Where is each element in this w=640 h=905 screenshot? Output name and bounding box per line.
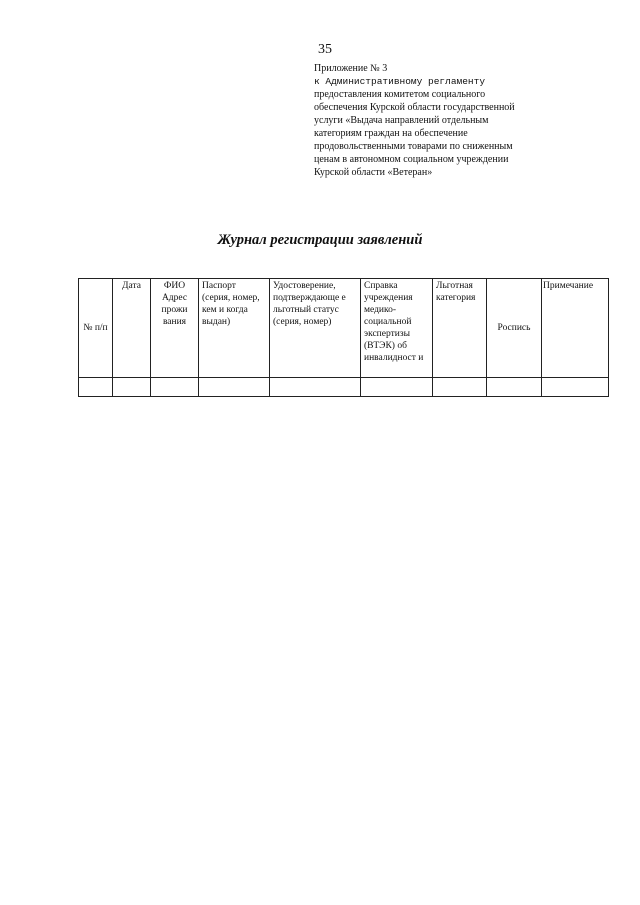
header-cell-certificate: Удостоверение, подтверждающе е льготный статус (серия, номер) <box>270 279 361 378</box>
table-cell <box>113 378 151 397</box>
header-cell-name-address: ФИО Адрес прожи вания <box>151 279 199 378</box>
table-row <box>79 378 609 397</box>
appendix-line: ценам в автономном социальном учреждении <box>314 154 509 165</box>
header-cell-note: Примечание <box>542 279 609 378</box>
table-cell <box>361 378 433 397</box>
appendix-line: Приложение № 3 <box>314 63 388 74</box>
appendix-line: продовольственными товарами по сниженным <box>314 141 513 152</box>
table-cell <box>542 378 609 397</box>
header-cell-medical-certificate: Справка учреждения медико-социальной экспертизы (ВТЭК) об инвалидност и <box>361 279 433 378</box>
appendix-line: Курской области «Ветеран» <box>314 167 433 178</box>
page-number: 35 <box>318 42 332 57</box>
table-header-row <box>79 279 609 378</box>
appendix-line: категориям граждан на обеспечение <box>314 128 468 139</box>
table-cell <box>199 378 270 397</box>
header-cell-signature: Роспись <box>487 279 542 378</box>
header-cell-number: № п/п <box>79 279 113 378</box>
appendix-block <box>314 62 604 179</box>
appendix-line: к Административному регламенту <box>314 76 486 87</box>
registration-journal-table <box>78 278 609 397</box>
appendix-line: обеспечения Курской области государственной <box>314 102 515 113</box>
appendix-line: услуги «Выдача направлений отдельным <box>314 115 489 126</box>
appendix-line: предоставления комитетом социального <box>314 89 486 100</box>
table-cell <box>270 378 361 397</box>
table-cell <box>79 378 113 397</box>
table-cell <box>151 378 199 397</box>
header-cell-benefit-category: Льготная категория <box>433 279 487 378</box>
table-cell <box>487 378 542 397</box>
document-title: Журнал регистрации заявлений <box>217 232 423 248</box>
table-cell <box>433 378 487 397</box>
header-cell-date: Дата <box>113 279 151 378</box>
header-cell-passport: Паспорт (серия, номер, кем и когда выдан) <box>199 279 270 378</box>
